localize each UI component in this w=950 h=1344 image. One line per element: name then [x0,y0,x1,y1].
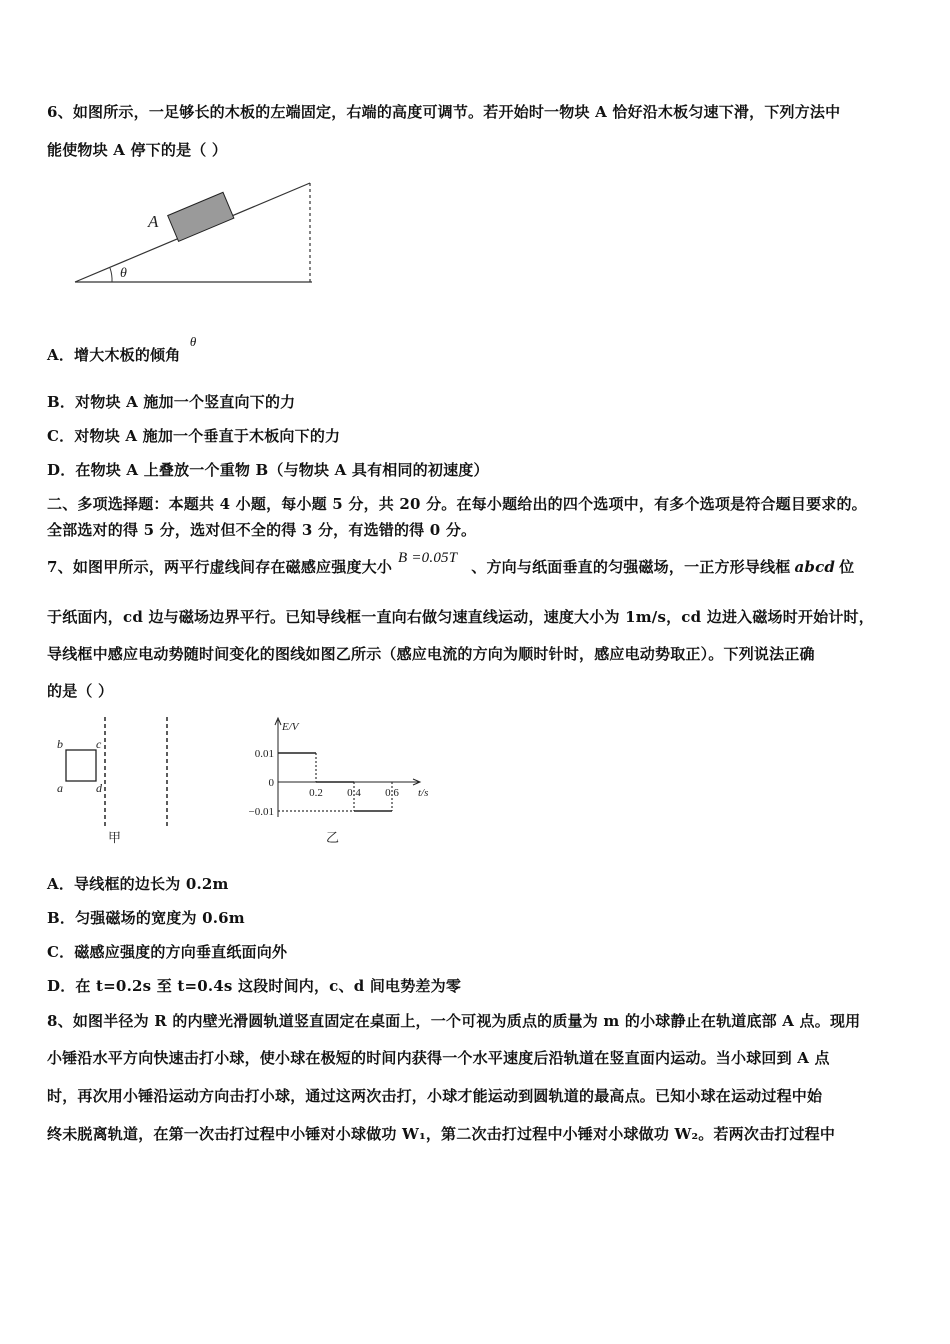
q7-stem-line-1-part-b: 、方向与纸面垂直的匀强磁场，一正方形导线框 [471,558,791,576]
q7-stem-line-1 [47,550,855,577]
q7-option-a: A．导线框的边长为 0.2m [47,875,229,893]
figure-jia [50,712,190,852]
q7-option-d: D．在 t=0.2s 至 t=0.4s 这段时间内，c、d 间电势差为零 [47,977,462,995]
y-tick-0: 0 [268,777,274,789]
angle-arc [110,268,112,282]
wire-frame-square [66,750,96,781]
q7-stem-line-4: 的是（ ） [47,682,114,700]
q7-formula: B =0.05T [398,550,458,566]
block-a-label: A [148,212,159,231]
x-axis-label: t/s [418,787,429,799]
label-a: a [57,781,63,795]
q7-stem-line-2: 于纸面内，cd 边与磁场边界平行。已知导线框一直向右做匀速直线运动，速度大小为 1m/s，cd 边进入磁场时开始计时， [47,608,874,626]
y-tick-neg-0.01: −0.01 [248,806,274,818]
q7-option-b: B．匀强磁场的宽度为 0.6m [47,909,245,927]
incline-figure [60,175,330,295]
x-tick-0.4: 0.4 [347,787,361,799]
x-tick-0.2: 0.2 [309,787,323,799]
q8-stem-line-3: 时，再次用小锤沿运动方向击打小球，通过这两次击打，小球才能运动到圆轨道的最高点。已知小球在运动过程中始 [47,1087,823,1105]
caption-jia: 甲 [108,830,122,845]
q8-stem-line-4: 终未脱离轨道，在第一次击打过程中小锤对小球做功 W₁，第二次击打过程中小锤对小球做功 W₂。若两次击打过程中 [47,1125,836,1143]
section2-heading-line-1: 二、多项选择题：本题共 4 小题，每小题 5 分，共 20 分。在每小题给出的四个选项中，有多个选项是符合题目要求的。 [47,495,867,513]
label-d: d [96,781,102,795]
y-tick-0.01: 0.01 [254,748,274,760]
q6-option-a-theta: θ [189,334,197,349]
q8-stem-line-2: 小锤沿水平方向快速击打小球，使小球在极短的时间内获得一个水平速度后沿轨道在竖直面内运动。当小球回到 A 点 [47,1049,830,1067]
q6-stem-line-1: 6、如图所示，一足够长的木板的左端固定，右端的高度可调节。若开始时一物块 A 恰好沿木板匀速下滑，下列方法中 [47,103,841,121]
q6-stem-line-2: 能使物块 A 停下的是（ ） [47,141,228,159]
q7-stem-line-3: 导线框中感应电动势随时间变化的图线如图乙所示（感应电流的方向为顺时针时，感应电动势取正）。下列说法正确 [47,645,815,663]
label-b: b [57,737,63,751]
q6-option-c: C．对物块 A 施加一个垂直于木板向下的力 [47,427,341,445]
q7-option-c: C．磁感应强度的方向垂直纸面向外 [47,943,288,961]
figure-yi-chart [230,712,440,852]
y-axis-label: E/V [282,721,299,733]
q7-abcd: abcd [794,558,836,576]
caption-yi: 乙 [326,830,340,845]
q6-option-a [47,334,197,365]
q7-stem-line-1-part-d: 位 [839,558,855,576]
q7-stem-line-1-part-a: 7、如图甲所示，两平行虚线间存在磁感应强度大小 [47,558,393,576]
label-c: c [96,737,102,751]
q6-option-a-text: A．增大木板的倾角 [47,346,181,364]
x-tick-0.6: 0.6 [385,787,399,799]
angle-theta-label: θ [120,266,127,281]
section2-heading-line-2: 全部选对的得 5 分，选对但不全的得 3 分，有选错的得 0 分。 [47,521,477,539]
block-a [168,192,234,241]
q6-option-b: B．对物块 A 施加一个竖直向下的力 [47,393,296,411]
q6-option-d: D．在物块 A 上叠放一个重物 B（与物块 A 具有相同的初速度） [47,461,489,479]
q8-stem-line-1: 8、如图半径为 R 的内壁光滑圆轨道竖直固定在桌面上，一个可视为质点的质量为 m 的小球静止在轨道底部 A 点。现用 [47,1012,861,1030]
